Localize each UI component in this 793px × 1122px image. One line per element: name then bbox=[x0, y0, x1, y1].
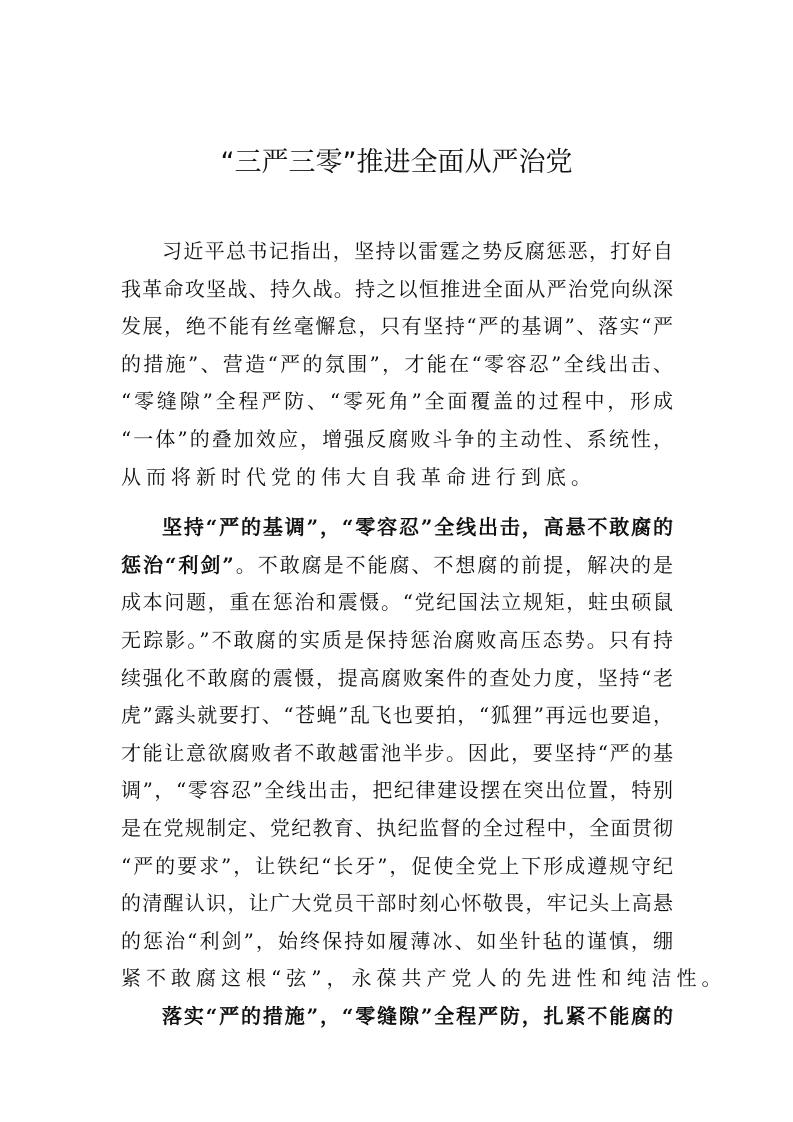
body-text: “一体”的叠加效应，增强反腐败斗争的主动性、系统性， bbox=[121, 427, 673, 451]
paragraph-1-line bbox=[121, 386, 673, 416]
document-title: “三严三零”推进全面从严治党 bbox=[220, 147, 573, 178]
paragraph-2-line bbox=[121, 813, 673, 843]
paragraph-2-line bbox=[121, 550, 673, 580]
body-text: 的措施”、营造“严的氛围”，才能在“零容忍”全线出击、 bbox=[121, 351, 673, 376]
paragraph-1-line bbox=[121, 311, 673, 341]
paragraph-2-line bbox=[121, 775, 673, 805]
paragraph-1-line bbox=[121, 424, 673, 454]
body-text: “零缝隙”全程严防、“零死角”全面覆盖的过程中，形成 bbox=[121, 389, 673, 414]
paragraph-2-line bbox=[121, 587, 673, 617]
body-text: 习近平总书记指出，坚持以雷霆之势反腐惩恶，打好自 bbox=[162, 239, 673, 263]
paragraph-2-line bbox=[121, 851, 673, 881]
paragraph-1-line bbox=[121, 462, 673, 492]
body-text: 我革命攻坚战、持久战。持之以恒推进全面从严治党向纵深 bbox=[121, 276, 673, 301]
paragraph-2-line bbox=[121, 663, 673, 693]
body-text: 无踪影。”不敢腐的实质是保持惩治腐败高压态势。只有持 bbox=[121, 628, 673, 652]
body-text: 调”，“零容忍”全线出击，把纪律建设摆在突出位置，特别 bbox=[121, 778, 673, 803]
body-text: 从而将新时代党的伟大自我革命进行到底。 bbox=[121, 464, 596, 489]
paragraph-2-line bbox=[121, 926, 673, 956]
body-text: 的惩治“利剑”，始终保持如履薄冰、如坐针毡的谨慎，绷 bbox=[121, 928, 673, 953]
body-text: 虎”露头就要打、“苍蝇”乱飞也要拍，“狐狸”再远也要追， bbox=[121, 703, 673, 728]
body-text: 紧不敢腐这根“弦”，永葆共产党人的先进性和纯洁性。 bbox=[121, 966, 727, 991]
paragraph-1-line bbox=[121, 349, 673, 379]
body-text: 续强化不敢腐的震慑，提高腐败案件的查处力度，坚持“老 bbox=[121, 665, 673, 690]
paragraph-2-line bbox=[121, 700, 673, 730]
bold-heading-text: 落实“严的措施”，“零缝隙”全程严防，扎紧不能腐的 bbox=[162, 1004, 673, 1028]
paragraph-2-line bbox=[121, 963, 727, 993]
paragraph-1-line bbox=[121, 274, 673, 304]
body-text: 成本问题，重在惩治和震慑。“党纪国法立规矩，蛀虫硕鼠 bbox=[121, 590, 673, 615]
paragraph-3-line bbox=[162, 1001, 673, 1031]
body-text: “严的要求”，让铁纪“长牙”，促使全党上下形成遵规守纪 bbox=[121, 853, 673, 878]
bold-heading-text: 坚持“严的基调”，“零容忍”全线出击，高悬不敢腐的 bbox=[162, 515, 673, 540]
body-text: 的清醒认识，让广大党员干部时刻心怀敬畏，牢记头上高悬 bbox=[121, 891, 673, 916]
body-text: 发展，绝不能有丝毫懈怠，只有坚持“严的基调”、落实“严 bbox=[121, 314, 673, 339]
paragraph-1-line bbox=[162, 236, 673, 266]
body-text: 是在党规制定、党纪教育、执纪监督的全过程中，全面贯彻 bbox=[121, 816, 673, 840]
paragraph-2-line bbox=[162, 512, 673, 542]
paragraph-2-line bbox=[121, 738, 673, 768]
body-text: 。不敢腐是不能腐、不想腐的前提，解决的是 bbox=[233, 552, 673, 577]
body-text: 才能让意欲腐败者不敢越雷池半步。因此，要坚持“严的基 bbox=[121, 740, 673, 765]
paragraph-2-line bbox=[121, 888, 673, 918]
paragraph-2-line bbox=[121, 625, 673, 655]
bold-heading-text: 惩治“利剑” bbox=[121, 552, 234, 577]
